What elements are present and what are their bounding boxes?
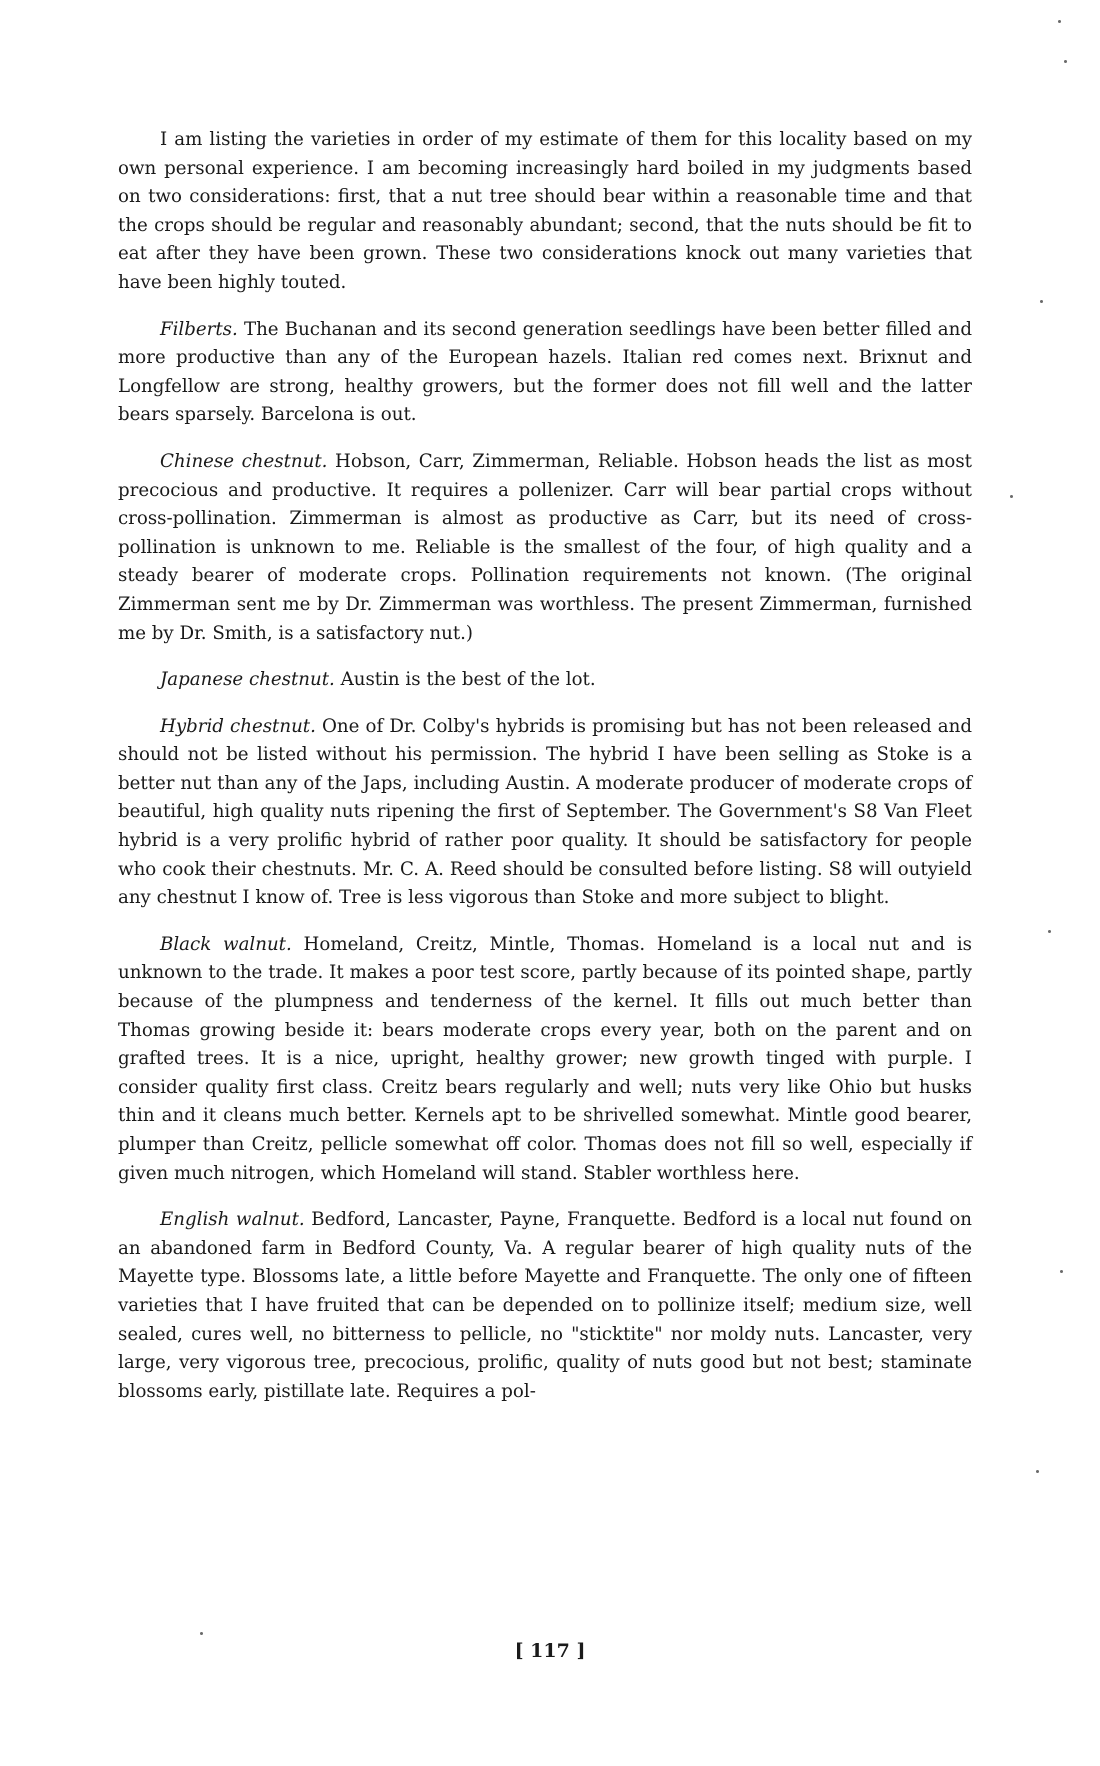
paragraph-text: Hobson, Carr, Zimmerman, Reliable. Hobson heads the list as most precocious and productive. It requires a pollenizer. Carr will bear partial crops without cross-pollination. Zimmerman is almost as productive as Carr, but its need of cross-pollination is unknown to me. Reliable is the smallest of the four, of high quality and a steady bearer of moderate crops. Pollination requirements not known. (The original Zimmerman sent me by Dr. Zimmerman was worthless. The present Zimmerman, furnished me by Dr. Smith, is a satisfactory nut.)	[118, 450, 972, 644]
paragraph-text: One of Dr. Colby's hybrids is promising but has not been released and should not be listed without his permission. The hybrid I have been selling as Stoke is a better nut than any of the Japs, including Austin. A moderate producer of moderate crops of beautiful, high quality nuts ripening the first of September. The Government's S8 Van Fleet hybrid is a very prolific hybrid of rather poor quality. It should be satisfactory for people who cook their chestnuts. Mr. C. A. Reed should be consulted before listing. S8 will outyield any chestnut I know of. Tree is less vigorous than Stoke and more subject to blight.	[118, 715, 972, 909]
scan-speck	[1064, 60, 1067, 63]
page-number: [ 117 ]	[514, 1640, 586, 1662]
scan-speck	[1040, 300, 1043, 303]
paragraph-japanese-chestnut	[118, 666, 972, 695]
scan-speck	[1010, 495, 1013, 498]
paragraph-chinese-chestnut	[118, 448, 972, 648]
page-body	[118, 126, 972, 1424]
paragraph-intro	[118, 126, 972, 298]
paragraph-text: Bedford, Lancaster, Payne, Franquette. Bedford is a local nut found on an abandoned farm in Bedford County, Va. A regular bearer of high quality nuts of the Mayette type. Blossoms late, a little before Mayette and Franquette. The only one of fifteen varieties that I have fruited that can be depended on to pollinize itself; medium size, well sealed, cures well, no bitterness to pellicle, no "sticktite" nor moldy nuts. Lancaster, very large, very vigorous tree, precocious, prolific, quality of nuts good but not best; staminate blossoms early, pistillate late. Requires a pol-	[118, 1209, 972, 1402]
paragraph-text: Austin is the best of the lot.	[340, 669, 596, 691]
scan-speck	[1060, 1270, 1063, 1273]
paragraph-black-walnut	[118, 931, 972, 1188]
paragraph-english-walnut	[118, 1206, 972, 1406]
scan-speck	[200, 1632, 203, 1635]
paragraph-lead: Chinese chestnut.	[160, 450, 335, 472]
paragraph-text: The Buchanan and its second generation seedlings have been better filled and more productive than any of the European hazels. Italian red comes next. Brixnut and Longfellow are strong, healthy growers, but the former does not fill well and the latter bears sparsely. Barcelona is out.	[118, 318, 972, 426]
paragraph-text: I am listing the varieties in order of my estimate of them for this locality based on my own personal experience. I am becoming increasingly hard boiled in my judgments based on two considerations: first, that a nut tree should bear within a reasonable time and that the crops should be regular and reasonably abundant; second, that the nuts should be fit to eat after they have been grown. These two considerations knock out many varieties that have been highly touted.	[118, 129, 972, 293]
paragraph-hybrid-chestnut	[118, 713, 972, 913]
paragraph-lead: Black walnut.	[160, 933, 304, 955]
scan-speck	[1048, 930, 1051, 933]
paragraph-lead: Japanese chestnut.	[160, 669, 341, 691]
paragraph-lead: English walnut.	[160, 1209, 312, 1231]
scan-speck	[1058, 20, 1061, 23]
paragraph-lead: Filberts.	[160, 318, 244, 340]
scan-speck	[1036, 1470, 1039, 1473]
paragraph-filberts	[118, 316, 972, 430]
paragraph-lead: Hybrid chestnut.	[160, 715, 323, 737]
paragraph-text: Homeland, Creitz, Mintle, Thomas. Homeland is a local nut and is unknown to the trade. It makes a poor test score, partly because of its pointed shape, partly because of the plumpness and tenderness of the kernel. It fills out much better than Thomas growing beside it: bears moderate crops every year, both on the parent and on grafted trees. It is a nice, upright, healthy grower; new growth tinged with purple. I consider quality first class. Creitz bears regularly and well; nuts very like Ohio but husks thin and it cleans much better. Kernels apt to be shrivelled somewhat. Mintle good bearer, plumper than Creitz, pellicle somewhat off color. Thomas does not fill so well, especially if given much nitrogen, which Homeland will stand. Stabler worthless here.	[118, 933, 972, 1184]
